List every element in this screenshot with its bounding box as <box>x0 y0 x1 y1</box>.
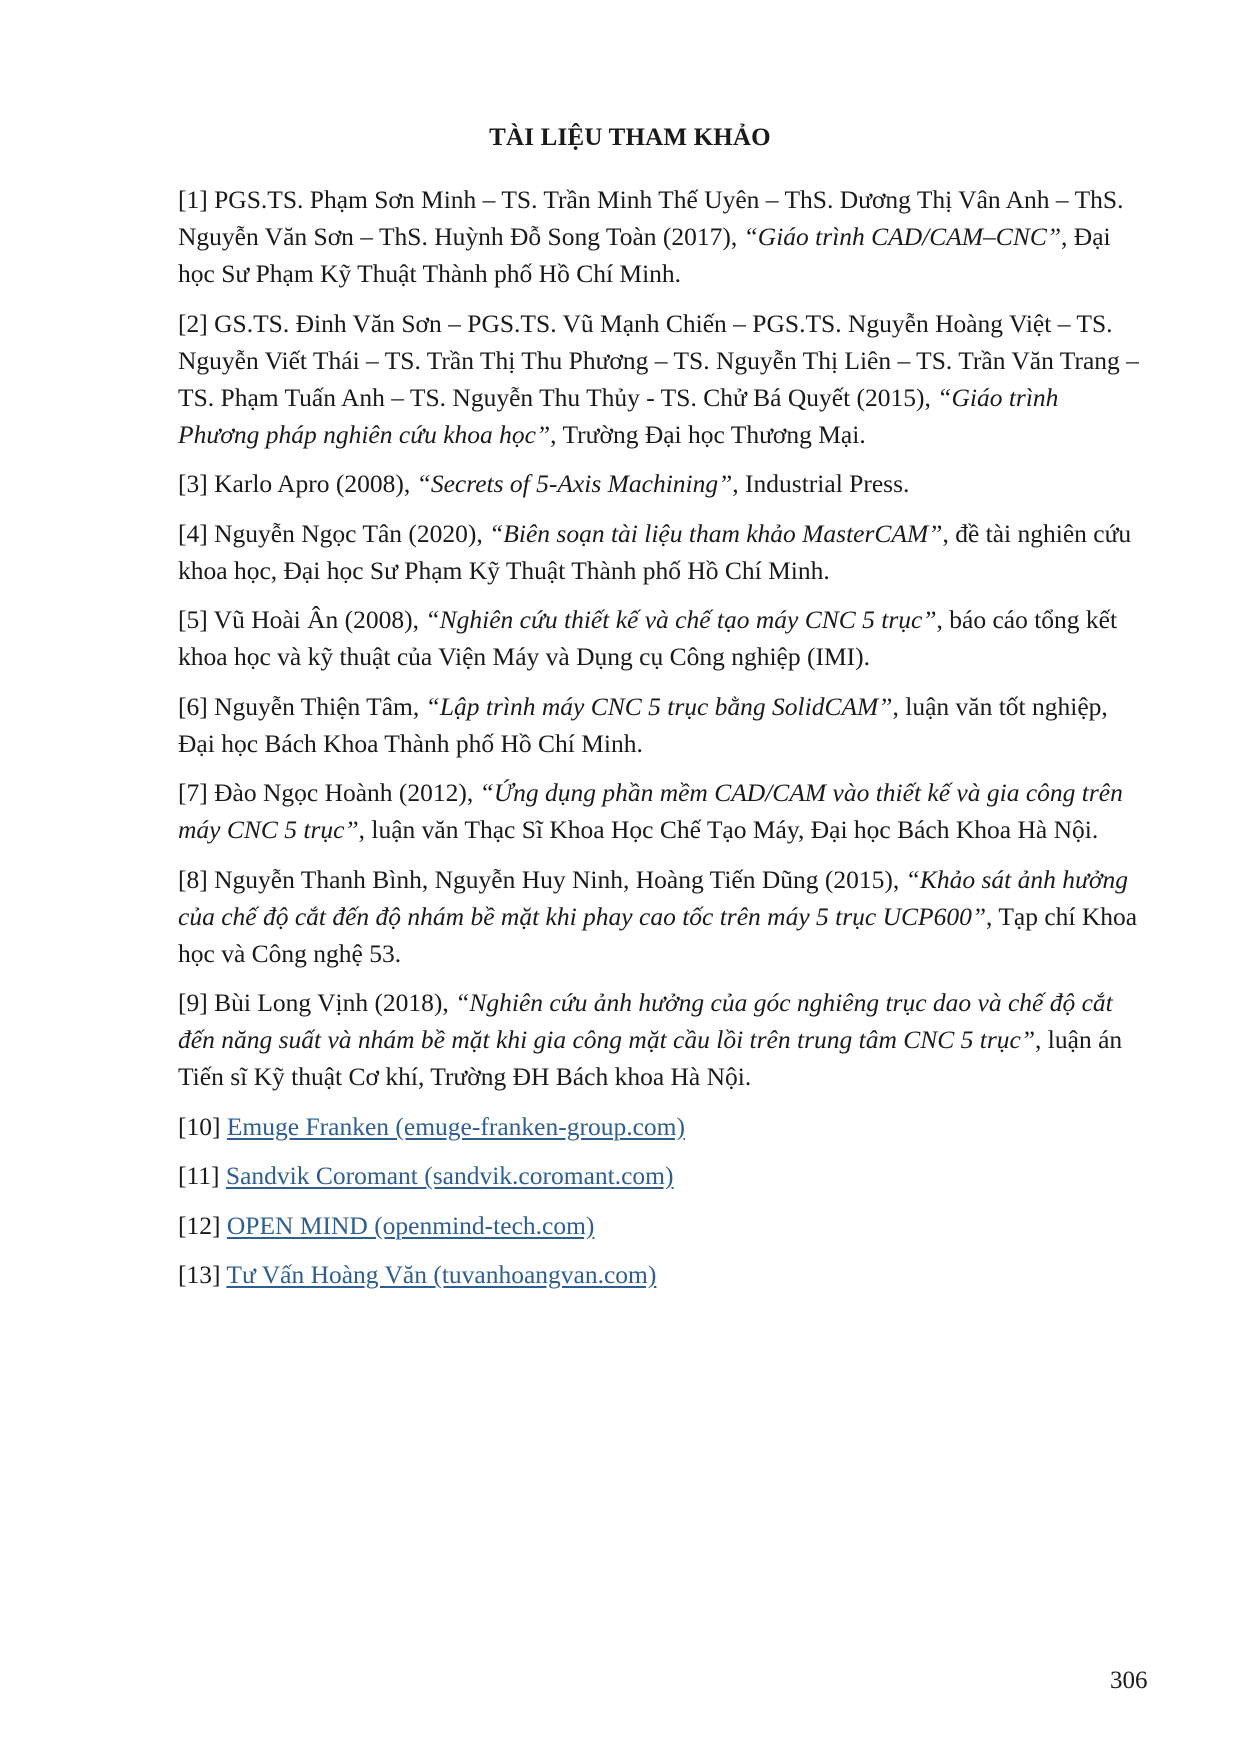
reference-authors: GS.TS. Đinh Văn Sơn – PGS.TS. Vũ Mạnh Chiến – PGS.TS. Nguyễn Hoàng Việt – TS. Nguyễn Viết Thái – TS. Trần Thị Thu Phương – TS. Nguyễn Thị Liên – TS. Trần Văn Trang – TS. Phạm Tuấn Anh – TS. Nguyễn Thu Thủy - TS. Chử Bá Quyết (2015), <box>178 308 1139 412</box>
reference-item-8 <box>178 861 1146 972</box>
reference-item-1 <box>178 181 1146 292</box>
reference-number: [11] <box>178 1161 226 1190</box>
reference-title: “Nghiên cứu ảnh hưởng của góc nghiêng trục dao và chế độ cắt đến năng suất và nhám bề mặt khi gia công mặt cầu lồi trên trung tâm CNC 5 trục” <box>178 988 1113 1054</box>
reference-title: “Nghiên cứu thiết kế và chế tạo máy CNC 5 trục” <box>425 605 937 634</box>
reference-authors: Nguyễn Thanh Bình, Nguyễn Huy Ninh, Hoàng Tiến Dũng (2015), <box>214 864 906 894</box>
reference-number: [6] <box>178 691 215 721</box>
reference-item-9 <box>178 984 1146 1095</box>
reference-item-3 <box>178 465 1146 502</box>
reference-item-11 <box>178 1157 1146 1194</box>
reference-item-13 <box>178 1256 1146 1293</box>
reference-link-tu-van-hoang-van[interactable]: Tư Vấn Hoàng Văn (tuvanhoangvan.com) <box>226 1260 657 1289</box>
reference-item-2 <box>178 305 1146 453</box>
reference-number: [4] <box>178 518 215 548</box>
reference-source: , Đại học Sư Phạm Kỹ Thuật Thành phố Hồ Chí Minh. <box>178 222 1111 288</box>
reference-authors: Bùi Long Vịnh (2018), <box>214 988 456 1017</box>
reference-source: , Trường Đại học Thương Mại. <box>550 419 866 449</box>
reference-source: , Industrial Press. <box>732 469 910 498</box>
reference-number: [7] <box>178 778 215 807</box>
reference-title: “Secrets of 5-Axis Machining” <box>416 469 733 498</box>
reference-source: , luận văn tốt nghiệp, Đại học Bách Khoa Thành phố Hồ Chí Minh. <box>178 691 1108 758</box>
reference-source: , báo cáo tổng kết khoa học và kỹ thuật của Viện Máy và Dụng cụ Công nghiệp (IMI). <box>178 605 1118 671</box>
reference-number: [13] <box>178 1260 227 1289</box>
reference-title: “Khảo sát ảnh hưởng của chế độ cắt đến độ nhám bề mặt khi phay cao tốc trên máy 5 trục UCP600” <box>178 864 1128 931</box>
reference-item-7 <box>178 774 1146 848</box>
reference-number: [8] <box>178 864 215 894</box>
reference-item-12 <box>178 1207 1146 1244</box>
reference-number: [2] <box>178 308 215 338</box>
page-title: TÀI LIỆU THAM KHẢO <box>489 124 771 151</box>
reference-item-6 <box>178 688 1146 762</box>
reference-item-4 <box>178 515 1146 589</box>
reference-source: , Tạp chí Khoa học và Công nghệ 53. <box>178 901 1138 968</box>
reference-number: [1] <box>178 185 215 214</box>
reference-source: , đề tài nghiên cứu khoa học, Đại học Sư Phạm Kỹ Thuật Thành phố Hồ Chí Minh. <box>178 518 1132 585</box>
reference-list <box>178 181 1146 1306</box>
reference-title: “Biên soạn tài liệu tham khảo MasterCAM” <box>489 518 943 548</box>
reference-number: [3] <box>178 469 215 498</box>
reference-title: “Giáo trình Phương pháp nghiên cứu khoa học” <box>178 382 1059 449</box>
reference-title: “Ứng dụng phần mềm CAD/CAM vào thiết kế và gia công trên máy CNC 5 trục” <box>178 778 1123 844</box>
reference-link-open-mind[interactable]: OPEN MIND (openmind-tech.com) <box>226 1210 595 1240</box>
page-number: 306 <box>1110 1667 1148 1694</box>
reference-authors: Nguyễn Ngọc Tân (2020), <box>214 518 490 548</box>
reference-number: [9] <box>178 988 215 1017</box>
reference-title: “Lập trình máy CNC 5 trục bằng SolidCAM” <box>425 691 893 721</box>
reference-source: , luận án Tiến sĩ Kỹ thuật Cơ khí, Trường ĐH Bách khoa Hà Nội. <box>178 1025 1123 1091</box>
reference-number: [12] <box>178 1210 227 1240</box>
reference-source: , luận văn Thạc Sĩ Khoa Học Chế Tạo Máy, Đại học Bách Khoa Hà Nội. <box>358 815 1099 844</box>
reference-authors: Đào Ngọc Hoành (2012), <box>214 778 480 807</box>
reference-authors: PGS.TS. Phạm Sơn Minh – TS. Trần Minh Thế Uyên – ThS. Dương Thị Vân Anh – ThS. Nguyễn Văn Sơn – ThS. Huỳnh Đỗ Song Toàn (2017), <box>178 185 1124 251</box>
reference-title: “Giáo trình CAD/CAM–CNC” <box>743 222 1062 251</box>
reference-link-sandvik-coromant[interactable]: Sandvik Coromant (sandvik.coromant.com) <box>225 1161 674 1190</box>
reference-item-10 <box>178 1108 1146 1145</box>
reference-authors: Vũ Hoài Ân (2008), <box>213 605 426 634</box>
reference-link-emuge-franken[interactable]: Emuge Franken (emuge-franken-group.com) <box>226 1111 685 1141</box>
reference-item-5 <box>178 601 1146 675</box>
reference-number: [10] <box>178 1111 227 1141</box>
reference-authors: Nguyễn Thiện Tâm, <box>214 691 426 721</box>
reference-number: [5] <box>178 605 214 634</box>
reference-authors: Karlo Apro (2008), <box>214 469 417 498</box>
